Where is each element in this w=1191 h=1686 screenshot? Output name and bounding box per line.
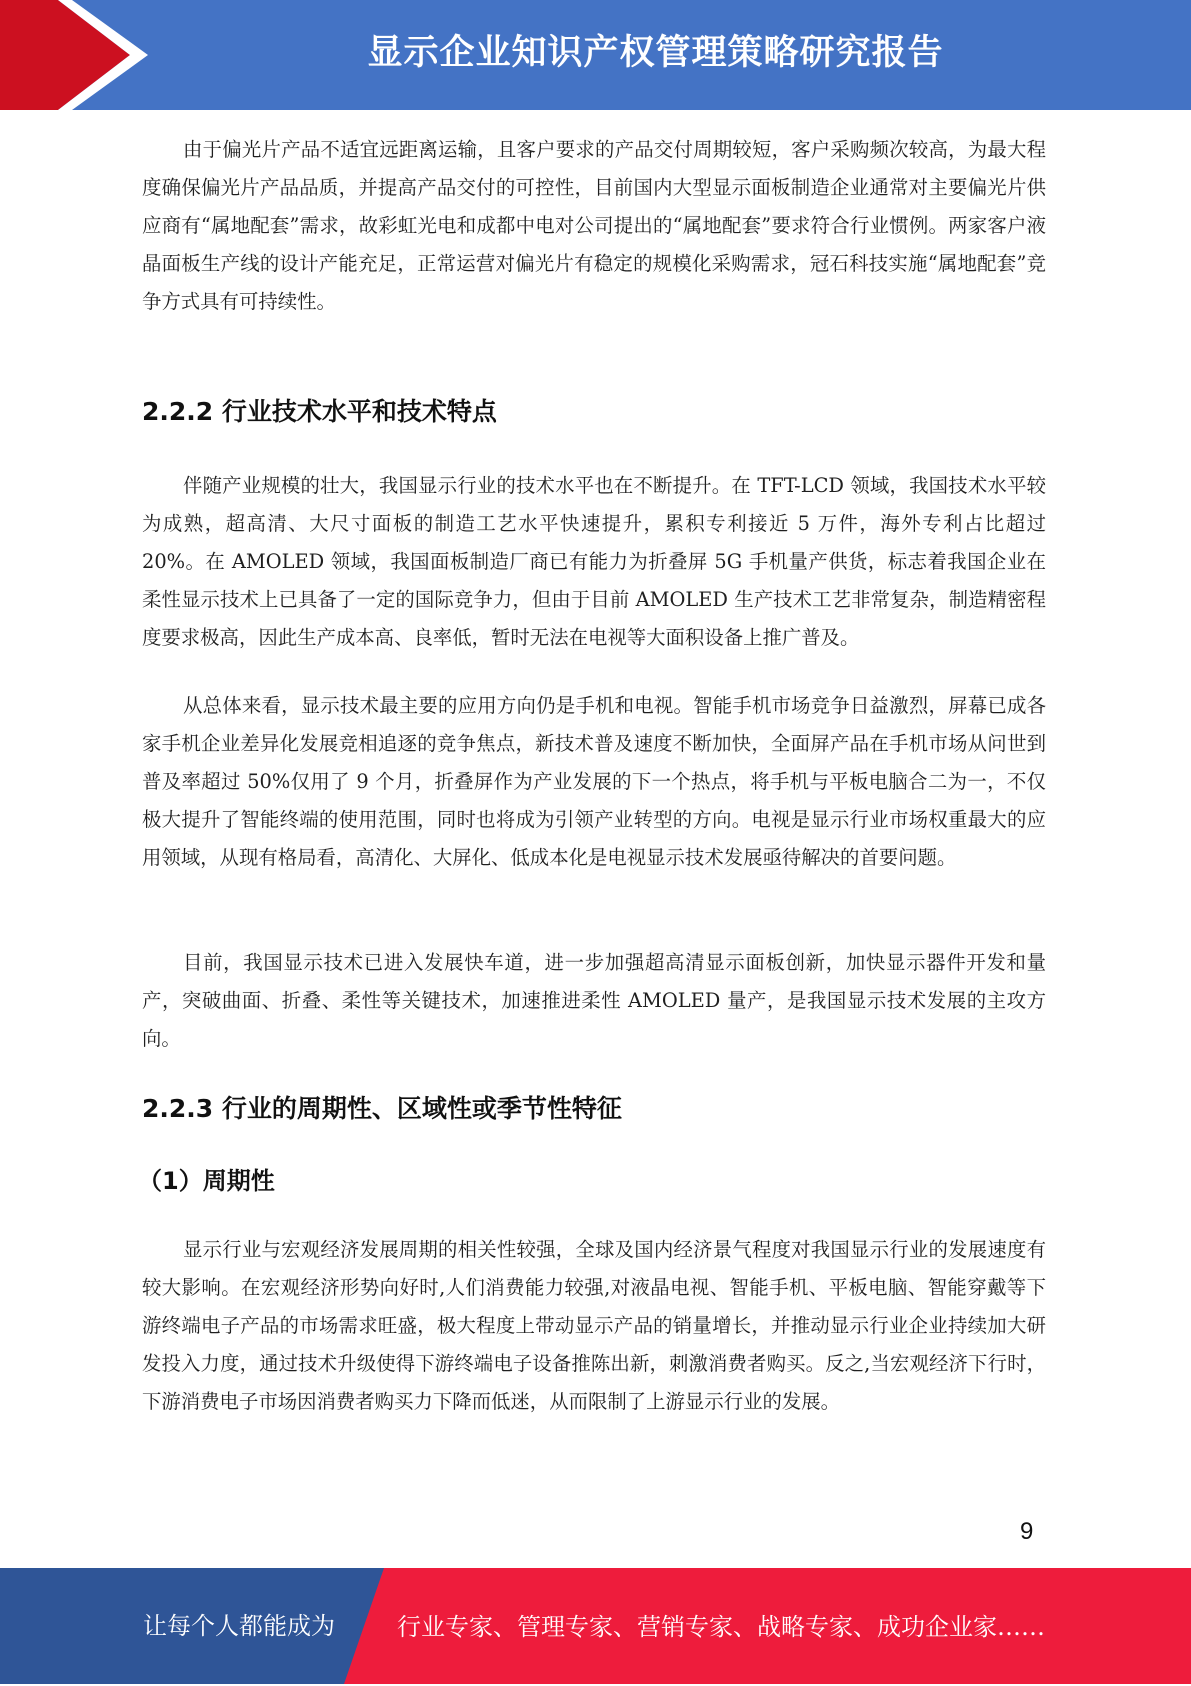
footer-slogan-right: 行业专家、管理专家、营销专家、战略专家、成功企业家…… — [397, 1613, 1045, 1641]
paragraph-local-supply: 由于偏光片产品不适宜远距离运输，且客户要求的产品交付周期较短，客户采购频次较高，为最大程度确保偏光片产品品质，并提高产品交付的可控性，目前国内大型显示面板制造企业通常对主要偏光片供应商有“属地配套”需求，故彩虹光电和成都中电对公司提出的“属地配套”要求符合行业惯例。两家客户液晶面板生产线的设计产能充足，正常运营对偏光片有稳定的规模化采购需求，冠石科技实施“属地配套”竞争方式具有可持续性。 — [142, 138, 1046, 313]
paragraph-cyclicality: 显示行业与宏观经济发展周期的相关性较强，全球及国内经济景气程度对我国显示行业的发展速度有较大影响。在宏观经济形势向好时,人们消费能力较强,对液晶电视、智能手机、平板电脑、智能穿戴等下游终端电子产品的市场需求旺盛，极大程度上带动显示产品的销量增长，并推动显示行业企业持续加大研发投入力度，通过技术升级使得下游终端电子设备推陈出新，刺激消费者购买。反之,当宏观经济下行时，下游消费电子市场因消费者购买力下降而低迷，从而限制了上游显示行业的发展。 — [142, 1238, 1046, 1413]
paragraph-tech-level: 伴随产业规模的壮大，我国显示行业的技术水平也在不断提升。在 TFT-LCD 领域，我国技术水平较为成熟，超高清、大尺寸面板的制造工艺水平快速提升，累积专利接近 5 万件，海外专利占比超过 20%。在 AMOLED 领域，我国面板制造厂商已有能力为折叠屏 5G 手机量产供货，标志着我国企业在柔性显示技术上已具备了一定的国际竞争力，但由于目前 AMOLED 生产技术工艺非常复杂，制造精密程度要求极高，因此生产成本高、良率低，暂时无法在电视等大面积设备上推广普及。 — [142, 474, 1046, 649]
section-heading-2-2-3: 2.2.3 行业的周期性、区域性或季节性特征 — [142, 1094, 622, 1123]
page-footer — [0, 1568, 1191, 1684]
paragraph-application-direction: 从总体来看，显示技术最主要的应用方向仍是手机和电视。智能手机市场竞争日益激烈，屏幕已成各家手机企业差异化发展竞相追逐的竞争焦点，新技术普及速度不断加快，全面屏产品在手机市场从问世到普及率超过 50%仅用了 9 个月，折叠屏作为产业发展的下一个热点，将手机与平板电脑合二为一，不仅极大提升了智能终端的使用范围，同时也将成为引领产业转型的方向。电视是显示行业市场权重最大的应用领域，从现有格局看，高清化、大屏化、低成本化是电视显示技术发展亟待解决的首要问题。 — [142, 694, 1046, 869]
header-title: 显示企业知识产权管理策略研究报告 — [367, 33, 944, 73]
subheading-cyclicality: （1）周期性 — [138, 1167, 275, 1195]
footer-slogan-left: 让每个人都能成为 — [143, 1612, 335, 1640]
page-number: 9 — [1020, 1518, 1034, 1545]
section-heading-2-2-2: 2.2.2 行业技术水平和技术特点 — [142, 397, 497, 426]
paragraph-development-direction: 目前，我国显示技术已进入发展快车道，进一步加强超高清显示面板创新，加快显示器件开发和量产，突破曲面、折叠、柔性等关键技术，加速推进柔性 AMOLED 量产，是我国显示技术发展的主攻方向。 — [142, 951, 1046, 1050]
page-header — [0, 0, 1191, 110]
